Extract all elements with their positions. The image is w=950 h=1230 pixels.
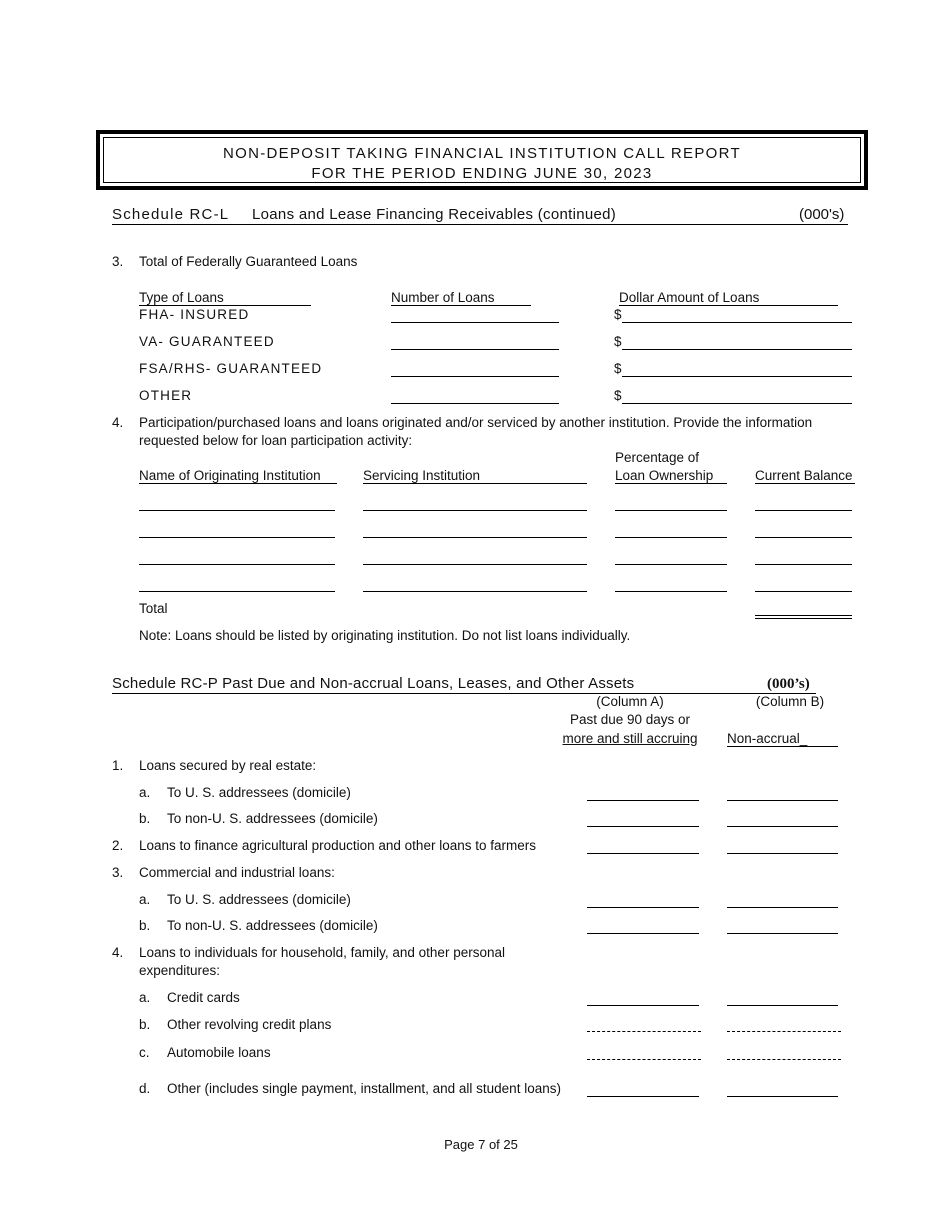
number-field[interactable] (391, 376, 559, 377)
rcp-item4a-letter: a. (139, 990, 151, 1005)
originating-field[interactable] (139, 510, 335, 511)
balance-field[interactable] (755, 510, 852, 511)
percentage-field[interactable] (615, 591, 727, 592)
rcp-item3a-label: To U. S. addressees (domicile) (167, 892, 351, 907)
rcp-item4d-label: Other (includes single payment, installment, and all student loans) (167, 1081, 561, 1096)
rcp-item1b-label: To non-U. S. addressees (domicile) (167, 811, 378, 826)
number-field[interactable] (391, 403, 559, 404)
item3-number: 3. (112, 254, 124, 269)
column-b-field[interactable] (727, 800, 838, 801)
total-double-underline (755, 618, 852, 619)
column-a-field[interactable] (587, 933, 699, 934)
servicing-field[interactable] (363, 564, 587, 565)
percentage-field[interactable] (615, 537, 727, 538)
item4-text-line2: requested below for loan participation activity: (139, 433, 413, 448)
item4-number: 4. (112, 415, 124, 430)
rcp-item3b-label: To non-U. S. addressees (domicile) (167, 918, 378, 933)
dollar-sign: $ (614, 307, 622, 322)
col-percentage-line2: Loan Ownership (615, 468, 714, 483)
rcp-item1-number: 1. (112, 758, 124, 773)
column-b-field[interactable] (727, 1059, 841, 1060)
rcp-item4a-label: Credit cards (167, 990, 240, 1005)
rcp-units: (000’s) (767, 676, 810, 692)
servicing-field[interactable] (363, 537, 587, 538)
column-b-field[interactable] (727, 853, 838, 854)
dollar-sign: $ (614, 334, 622, 349)
column-a-desc1: Past due 90 days or (569, 712, 691, 727)
col-percentage-line1: Percentage of (615, 450, 700, 465)
amount-field[interactable] (622, 349, 852, 350)
rcp-item4d-letter: d. (139, 1081, 151, 1096)
rcp-item4-label-line1: Loans to individuals for household, family, and other personal (139, 945, 505, 960)
rcp-item4b-label: Other revolving credit plans (167, 1017, 332, 1032)
servicing-field[interactable] (363, 510, 587, 511)
loan-type-row: FHA- INSURED (139, 307, 250, 322)
rcp-item3a-letter: a. (139, 892, 151, 907)
rcp-item1b-letter: b. (139, 811, 151, 826)
rcp-item1a-label: To U. S. addressees (domicile) (167, 785, 351, 800)
balance-field[interactable] (755, 564, 852, 565)
rcp-item3-label: Commercial and industrial loans: (139, 865, 335, 880)
col-dollar-amount: Dollar Amount of Loans (619, 290, 760, 305)
report-header-inner (103, 137, 861, 183)
rcp-item4b-letter: b. (139, 1017, 151, 1032)
rcp-item4c-letter: c. (139, 1045, 150, 1060)
servicing-field[interactable] (363, 591, 587, 592)
col-type-underline (139, 305, 311, 306)
rcp-title: Schedule RC-P Past Due and Non-accrual Loans, Leases, and Other Assets (112, 675, 635, 692)
column-b-field[interactable] (727, 1031, 841, 1032)
report-period: FOR THE PERIOD ENDING JUNE 30, 2023 (311, 165, 653, 182)
dollar-sign: $ (614, 388, 622, 403)
note-text: Note: Loans should be listed by originating institution. Do not list loans individually. (139, 628, 631, 643)
column-b-label: (Column B) (755, 694, 825, 709)
col-servicing-institution: Servicing Institution (363, 468, 481, 483)
loan-type-row: FSA/RHS- GUARANTEED (139, 361, 323, 376)
rcl-units: (000's) (799, 206, 845, 223)
rcl-schedule-label: Schedule RC-L (112, 206, 230, 223)
balance-field[interactable] (755, 591, 852, 592)
report-header-box (96, 130, 868, 190)
column-a-field[interactable] (587, 907, 699, 908)
col-originating-institution: Name of Originating Institution (139, 468, 321, 483)
column-a-label: (Column A) (596, 694, 664, 709)
column-a-field[interactable] (587, 1031, 701, 1032)
loan-type-row: OTHER (139, 388, 193, 403)
originating-field[interactable] (139, 537, 335, 538)
col-amount-underline (619, 305, 838, 306)
item4-text-line1: Participation/purchased loans and loans originated and/or serviced by another institution. Provide the information (139, 415, 813, 430)
rcp-item1a-letter: a. (139, 785, 151, 800)
loan-type-row: VA- GUARANTEED (139, 334, 275, 349)
percentage-field[interactable] (615, 510, 727, 511)
column-a-desc2: more and still accruing (562, 731, 698, 746)
rcp-item2-label: Loans to finance agricultural production and other loans to farmers (139, 838, 536, 853)
column-a-field[interactable] (587, 800, 699, 801)
column-a-field[interactable] (587, 853, 699, 854)
column-b-field[interactable] (727, 1096, 838, 1097)
rcl-title: Loans and Lease Financing Receivables (continued) (252, 206, 617, 223)
rcp-item4c-label: Automobile loans (167, 1045, 271, 1060)
percentage-field[interactable] (615, 564, 727, 565)
rcp-item3-number: 3. (112, 865, 124, 880)
column-b-field[interactable] (727, 826, 838, 827)
col-servicing-underline (363, 483, 587, 484)
rcp-item4-label-line2: expenditures: (139, 963, 221, 978)
column-a-field[interactable] (587, 1096, 699, 1097)
column-b-field[interactable] (727, 933, 838, 934)
originating-field[interactable] (139, 591, 335, 592)
column-b-underline (727, 746, 838, 747)
column-b-desc: Non-accrual_ (727, 731, 808, 746)
number-field[interactable] (391, 322, 559, 323)
col-current-balance: Current Balance (755, 468, 853, 483)
col-type-of-loans: Type of Loans (139, 290, 224, 305)
dollar-sign: $ (614, 361, 622, 376)
balance-field[interactable] (755, 537, 852, 538)
col-percentage-underline (615, 483, 727, 484)
col-originating-underline (139, 483, 337, 484)
amount-field[interactable] (622, 403, 852, 404)
total-balance-field[interactable] (755, 615, 852, 616)
col-number-underline (391, 305, 531, 306)
item3-label: Total of Federally Guaranteed Loans (139, 254, 358, 269)
column-a-field[interactable] (587, 1005, 699, 1006)
column-a-field[interactable] (587, 1059, 701, 1060)
rcp-item3b-letter: b. (139, 918, 151, 933)
originating-field[interactable] (139, 564, 335, 565)
number-field[interactable] (391, 349, 559, 350)
rcp-item4-number: 4. (112, 945, 124, 960)
report-title: NON-DEPOSIT TAKING FINANCIAL INSTITUTION CALL REPORT (223, 145, 741, 162)
amount-field[interactable] (622, 376, 852, 377)
col-balance-underline (755, 483, 855, 484)
column-a-field[interactable] (587, 826, 699, 827)
rcp-item1-label: Loans secured by real estate: (139, 758, 317, 773)
rcp-title-underline (112, 693, 816, 694)
column-b-field[interactable] (727, 907, 838, 908)
rcp-item2-number: 2. (112, 838, 124, 853)
amount-field[interactable] (622, 322, 852, 323)
col-number-of-loans: Number of Loans (391, 290, 495, 305)
page-number: Page 7 of 25 (444, 1137, 518, 1152)
rcl-title-underline (112, 224, 848, 225)
total-label: Total (139, 601, 168, 616)
column-b-field[interactable] (727, 1005, 838, 1006)
